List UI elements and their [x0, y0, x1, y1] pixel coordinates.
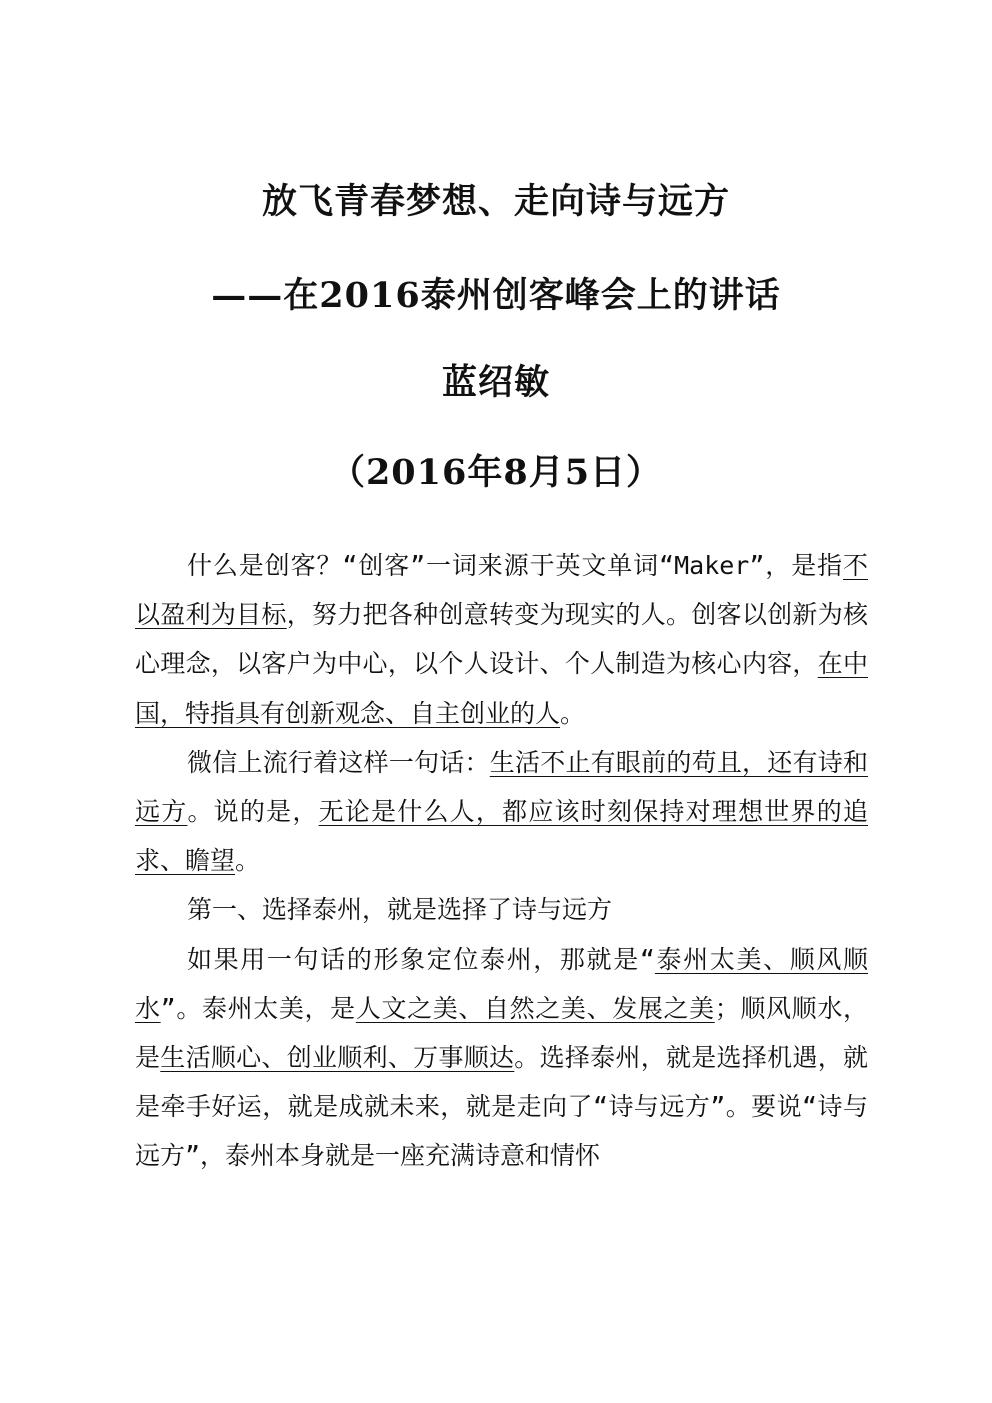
paragraph-text: 。说的是，	[187, 797, 319, 827]
paragraph-text: 第一、选择泰州，就是选择了诗与远方	[187, 895, 613, 925]
paragraph-text: 。选择泰州，就是选择机遇，就是牵手好运，就是成就未来，就是走向了“诗与远方”。要说“诗与远方”，泰州本身就是一座充满诗意和情怀	[135, 1043, 868, 1171]
document-body	[135, 541, 868, 1181]
author-name: 蓝绍敏	[441, 362, 550, 403]
document-title: 放飞青春梦想、走向诗与远方	[261, 181, 730, 222]
paragraph-text: 如果用一句话的形象定位泰州，那就是“	[187, 944, 655, 974]
body-paragraph	[135, 738, 868, 886]
paragraph-text: 什么是创客？“创客”一词来源于英文单词“Maker”，是指	[187, 551, 843, 580]
underlined-text: 生活不止有眼前的苟且，还有诗和远方	[135, 747, 868, 827]
paragraph-text: 。	[235, 846, 261, 876]
underlined-text: 不以盈利为目标	[135, 551, 868, 630]
paragraph-text: 。	[560, 698, 586, 728]
speech-date: （2016年8月5日）	[329, 452, 663, 493]
body-paragraph	[135, 885, 868, 934]
underlined-text: 无论是什么人，都应该时刻保持对理想世界的追求、瞻望	[135, 797, 868, 876]
underlined-text: 人文之美、自然之美、发展之美	[355, 993, 715, 1023]
paragraph-text: ，努力把各种创意转变为现实的人。创客以创新为核心理念，以客户为中心，以个人设计、个人制造为核心内容，	[135, 600, 868, 679]
underlined-text: 生活顺心、创业顺利、万事顺达	[160, 1043, 515, 1073]
underlined-text: 在中国，特指具有创新观念、自主创业的人	[135, 649, 868, 728]
paragraph-text: ；顺风顺水，是	[135, 993, 868, 1073]
paragraph-text: ”。泰州太美，是	[160, 993, 356, 1023]
document-subtitle: ——在2016泰州创客峰会上的讲话	[211, 275, 781, 316]
body-paragraph	[135, 541, 868, 738]
underlined-text: 泰州太美、顺风顺水	[135, 944, 868, 1023]
body-paragraph	[135, 935, 868, 1181]
paragraph-text: 微信上流行着这样一句话：	[187, 747, 490, 777]
